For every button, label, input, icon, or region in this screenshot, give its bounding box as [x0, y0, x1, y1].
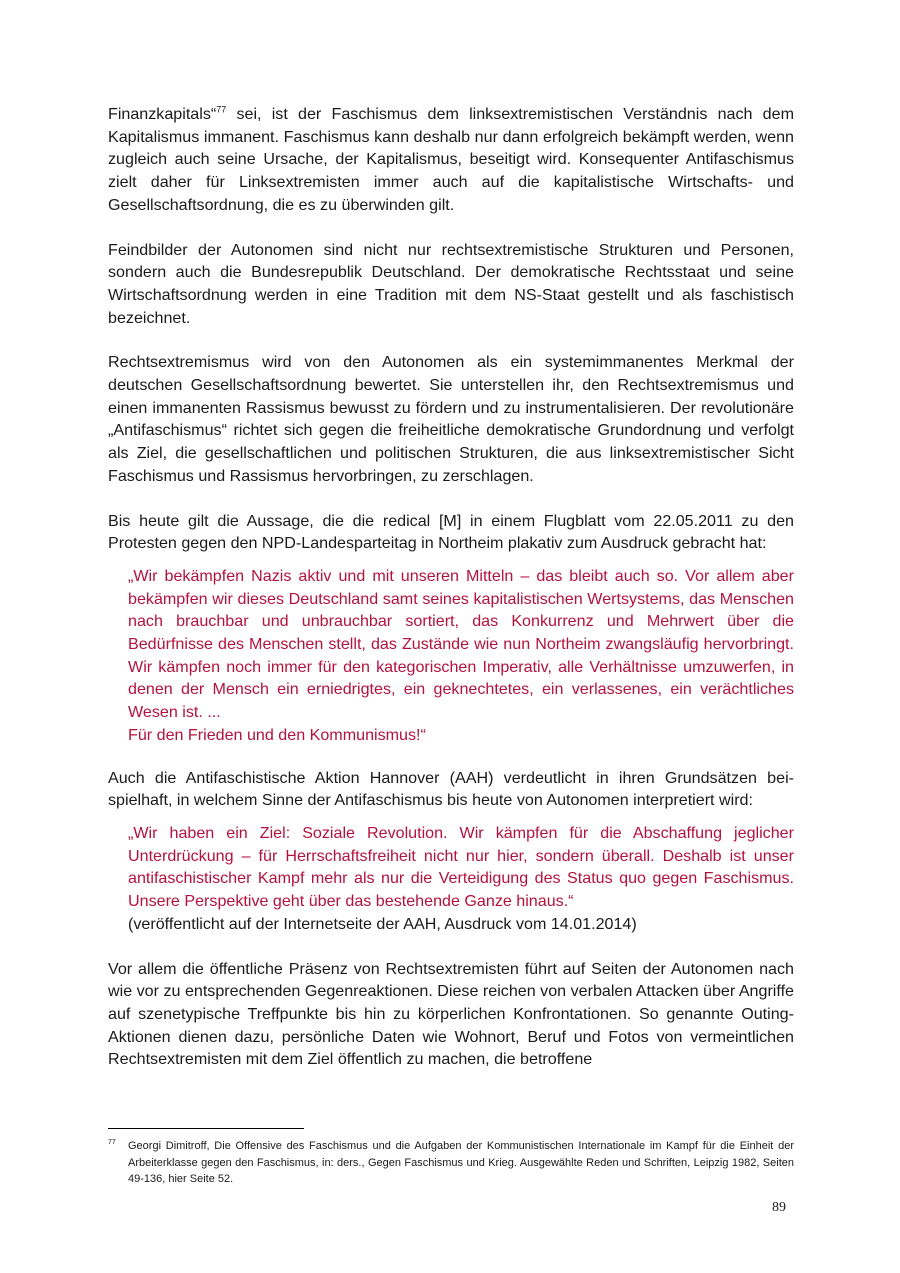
paragraph-4: Bis heute gilt die Aussage, die die redical [M] in einem Flugblatt vom 22.05.2011 zu den Protesten gegen den NPD-Landesparteitag in Northeim plakativ zum Ausdruck gebracht hat: — [108, 511, 794, 553]
footnote-text: Georgi Dimitroff, Die Offensive des Faschismus und die Aufgaben der Kommunistischen Internationale im Kampf für die Einheit der Arbeiterklasse gegen den Faschismus, in: ders., Gegen Faschismus und Krieg. Ausgewählte Reden und Schriften, Leipzig 1982, Seiten 49-136, hier Seite 52. — [128, 1140, 794, 1185]
quote-1-closing: Für den Frieden und den Kommunismus!“ — [128, 725, 426, 744]
paragraph-3: Rechtsextremismus wird von den Autonomen als ein systemimmanentes Merkmal der deutschen Gesellschaftsordnung bewertet. Sie unterstellen ihr, den Rechtsextremismus und einen immanenten Rassismus bewusst zu fördern und zu instrumentalisieren. Der revolutionäre „Antifaschismus“ richtet sich gegen die freiheitliche demokratische Grundordnung und verfolgt als Ziel, die gesellschaftlichen und politischen Strukturen, die aus linksextremistischer Sicht Faschismus und Rassismus hervorbringen, zu zerschlagen. — [108, 353, 794, 485]
footnote-reference[interactable]: 77 — [216, 104, 227, 115]
quote-block-2 — [128, 822, 794, 936]
quote-2-text: „Wir haben ein Ziel: Soziale Revolution. Wir kämpfen für die Abschaffung jeglicher Unterdrückung – für Herrschaftsfreiheit nicht nur hier, sondern überall. Deshalb ist unser antifaschistischer Kampf mehr als nur die Verteidigung des Status quo gegen Faschismus. Unsere Perspektive geht über das bestehende Ganze hinaus.“ — [128, 823, 794, 911]
quote-block-1 — [128, 565, 794, 747]
page-number: 89 — [772, 1200, 786, 1215]
quote-1-text: „Wir bekämpfen Nazis aktiv und mit unseren Mitteln – das bleibt auch so. Vor allem aber bekämpfen wir dieses Deutschland samt seines kapitalistischen Wertsystems, das Menschen nach brauchbar und unbrauchbar sortiert, das Konkurrenz und Mehrwert über die Bedürfnisse des Menschen stellt, das Zustände wie nun Northeim zwangsläufig hervorbringt. Wir kämpfen noch immer für den kategorischen Imperativ, alle Verhältnisse umzuwerfen, in denen der Mensch ein erniedrigtes, ein geknechtetes, ein verlassenes, ein verächtliches Wesen ist. ... — [128, 566, 794, 722]
footnote-separator — [108, 1128, 304, 1129]
paragraph-5: Auch die Antifaschistische Aktion Hannover (AAH) verdeutlicht in ihren Grundsätzen beispielhaft, in welchem Sinne der Antifaschismus bis heute von Autonomen interpretiert wird: — [108, 768, 794, 810]
paragraph-6: Vor allem die öffentliche Präsenz von Rechtsextremisten führt auf Seiten der Autonomen nach wie vor zu entsprechenden Gegenreaktionen. Diese reichen von verbalen Attacken über Angriffe auf szenetypische Treffpunkte bis hin zu körperlichen Konfrontationen. So genannte Outing-Aktionen dienen dazu, persönliche Daten wie Wohnort, Beruf und Fotos von vermeintlichen Rechtsextremisten mit dem Ziel öffentlich zu machen, die betroffene — [108, 959, 794, 1069]
main-text — [108, 103, 794, 1071]
paragraph-1 — [108, 103, 794, 217]
paragraph-1-rest: sei, ist der Faschismus dem linksextremistischen Verständnis nach dem Kapitalismus immanent. Faschismus kann deshalb nur dann erfolgreich bekämpft werden, wenn zugleich auch seine Ursache, der Kapitalismus, beseitigt wird. Konsequenter Antifaschismus zielt daher für Linksextremisten immer auch auf die kapitalistische Wirtschafts- und Gesellschaftsordnung, die es zu überwinden gilt. — [108, 105, 794, 214]
footnote — [108, 1138, 794, 1188]
quote-2-source: (veröffentlicht auf der Internetseite der AAH, Ausdruck vom 14.01.2014) — [128, 914, 637, 933]
paragraph-1-start: Finanzkapitals“ — [108, 105, 217, 123]
paragraph-2: Feindbilder der Autonomen sind nicht nur rechtsextremistische Strukturen und Personen, sondern auch die Bundesrepublik Deutschland. Der demokratische Rechtsstaat und seine Wirtschaftsordnung werden in eine Tradition mit dem NS-Staat gestellt und als faschistisch bezeichnet. — [108, 240, 794, 327]
footnote-number: 77 — [108, 1139, 116, 1146]
